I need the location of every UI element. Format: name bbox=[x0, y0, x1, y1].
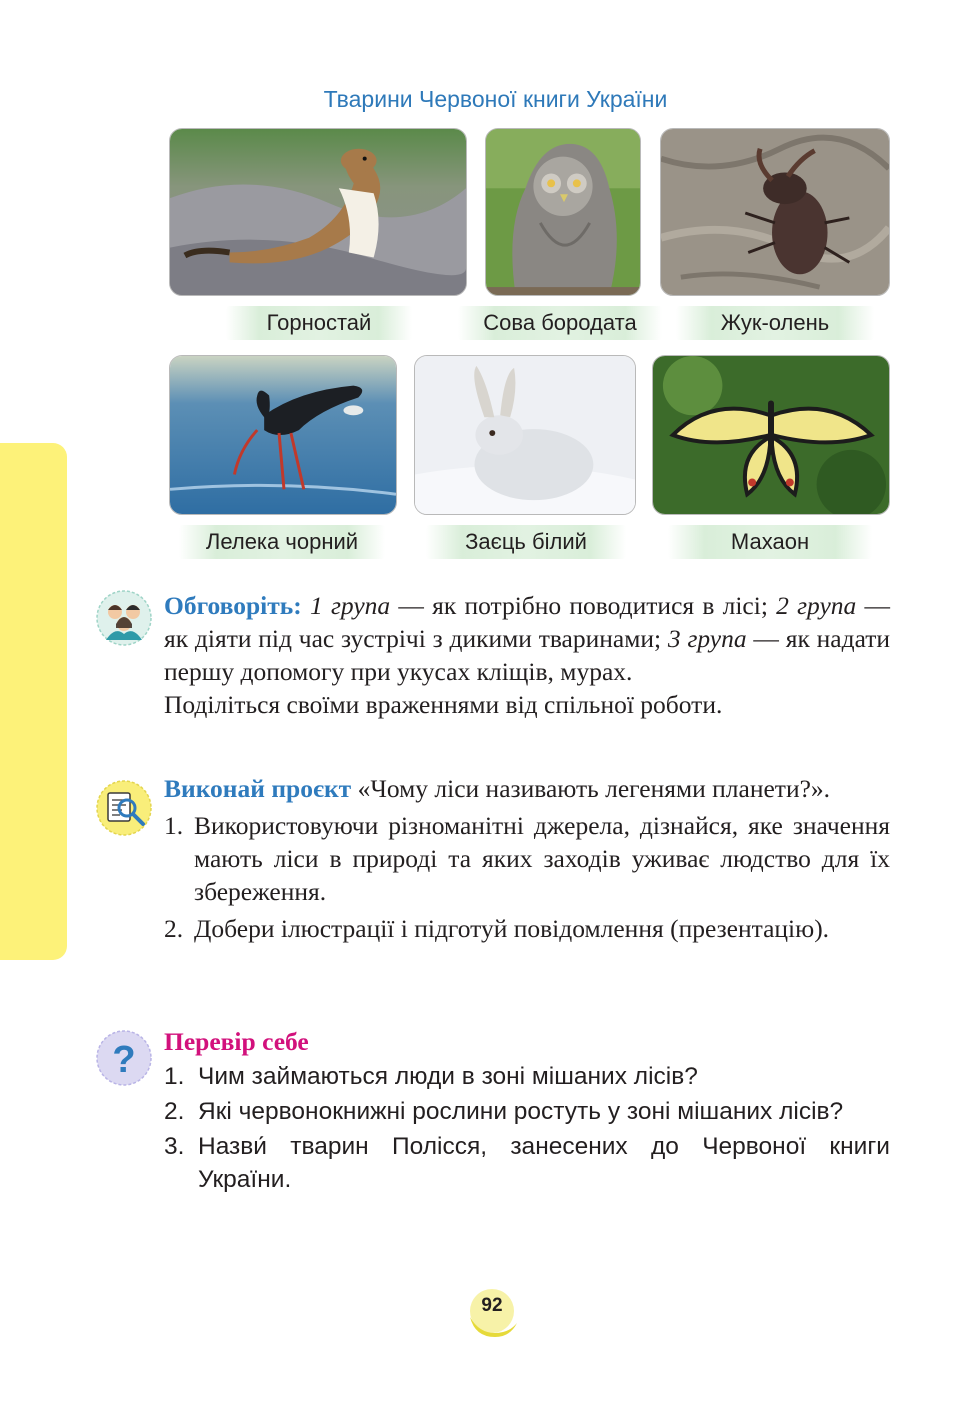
list-item: 2. Які червонокнижні рослини ростуть у зоні мішаних лісів? bbox=[164, 1098, 844, 1125]
stag-beetle-photo bbox=[660, 128, 890, 296]
question-mark-icon bbox=[96, 1030, 152, 1086]
discuss-section bbox=[164, 589, 890, 721]
swallowtail-photo bbox=[652, 355, 890, 515]
project-steps bbox=[164, 809, 890, 945]
project-topic: «Чому ліси називають легенями планети?». bbox=[351, 774, 831, 803]
owl-photo bbox=[485, 128, 641, 296]
group-1-label: 1 група bbox=[310, 591, 391, 620]
caption-owl: Сова бородата bbox=[458, 306, 662, 340]
caption-swallowtail: Махаон bbox=[668, 525, 872, 559]
discuss-closing: Поділіться своїми враженнями від спільної роботи. bbox=[164, 690, 723, 719]
caption-white-hare: Заєць білий bbox=[426, 525, 626, 559]
check-questions bbox=[164, 1060, 890, 1196]
caption-black-stork: Лелека чорний bbox=[179, 525, 385, 559]
group-3-text: — як надати першу допомогу при укусах кліщів, мурах. bbox=[164, 624, 891, 686]
list-item: 1. Чим займаються люди в зоні мішаних лісів? bbox=[164, 1063, 698, 1090]
list-item: 2. Добери ілюстрації і підготуй повідомлення (презентацію). bbox=[164, 914, 830, 943]
project-lead: Виконай проєкт bbox=[164, 774, 352, 803]
caption-stoat: Горностай bbox=[226, 306, 412, 340]
group-3-label: 3 група bbox=[667, 624, 747, 653]
check-section bbox=[164, 1025, 890, 1196]
caption-stag-beetle: Жук-олень bbox=[676, 306, 874, 340]
check-lead: Перевір себе bbox=[164, 1027, 309, 1056]
white-hare-photo bbox=[414, 355, 636, 515]
group-2-label: 2 група bbox=[776, 591, 857, 620]
svg-text:?: ? bbox=[112, 1039, 136, 1081]
group-people-icon bbox=[96, 590, 152, 646]
stoat-photo bbox=[169, 128, 467, 296]
discuss-lead: Обговоріть: bbox=[164, 591, 302, 620]
black-stork-photo bbox=[169, 355, 397, 515]
gallery-title: Тварини Червоної книги України bbox=[323, 86, 668, 112]
group-2-text: — як діяти під час зустрічі з дикими тваринами; bbox=[164, 591, 891, 653]
list-item: 1. Використовуючи різноманітні джерела, дізнайся, яке значення мають ліси в природі та яких заходів уживає людство для їх збереження. bbox=[164, 811, 890, 906]
side-tab bbox=[0, 443, 67, 960]
page-number: 92 bbox=[465, 1287, 519, 1341]
list-item: 3. Назви́ тварин Полісся, занесених до Червоної книги України. bbox=[164, 1133, 890, 1193]
project-section bbox=[164, 772, 890, 945]
magnifier-document-icon bbox=[96, 780, 152, 836]
group-1-text: — як потрібно поводитися в лісі; bbox=[390, 591, 768, 620]
